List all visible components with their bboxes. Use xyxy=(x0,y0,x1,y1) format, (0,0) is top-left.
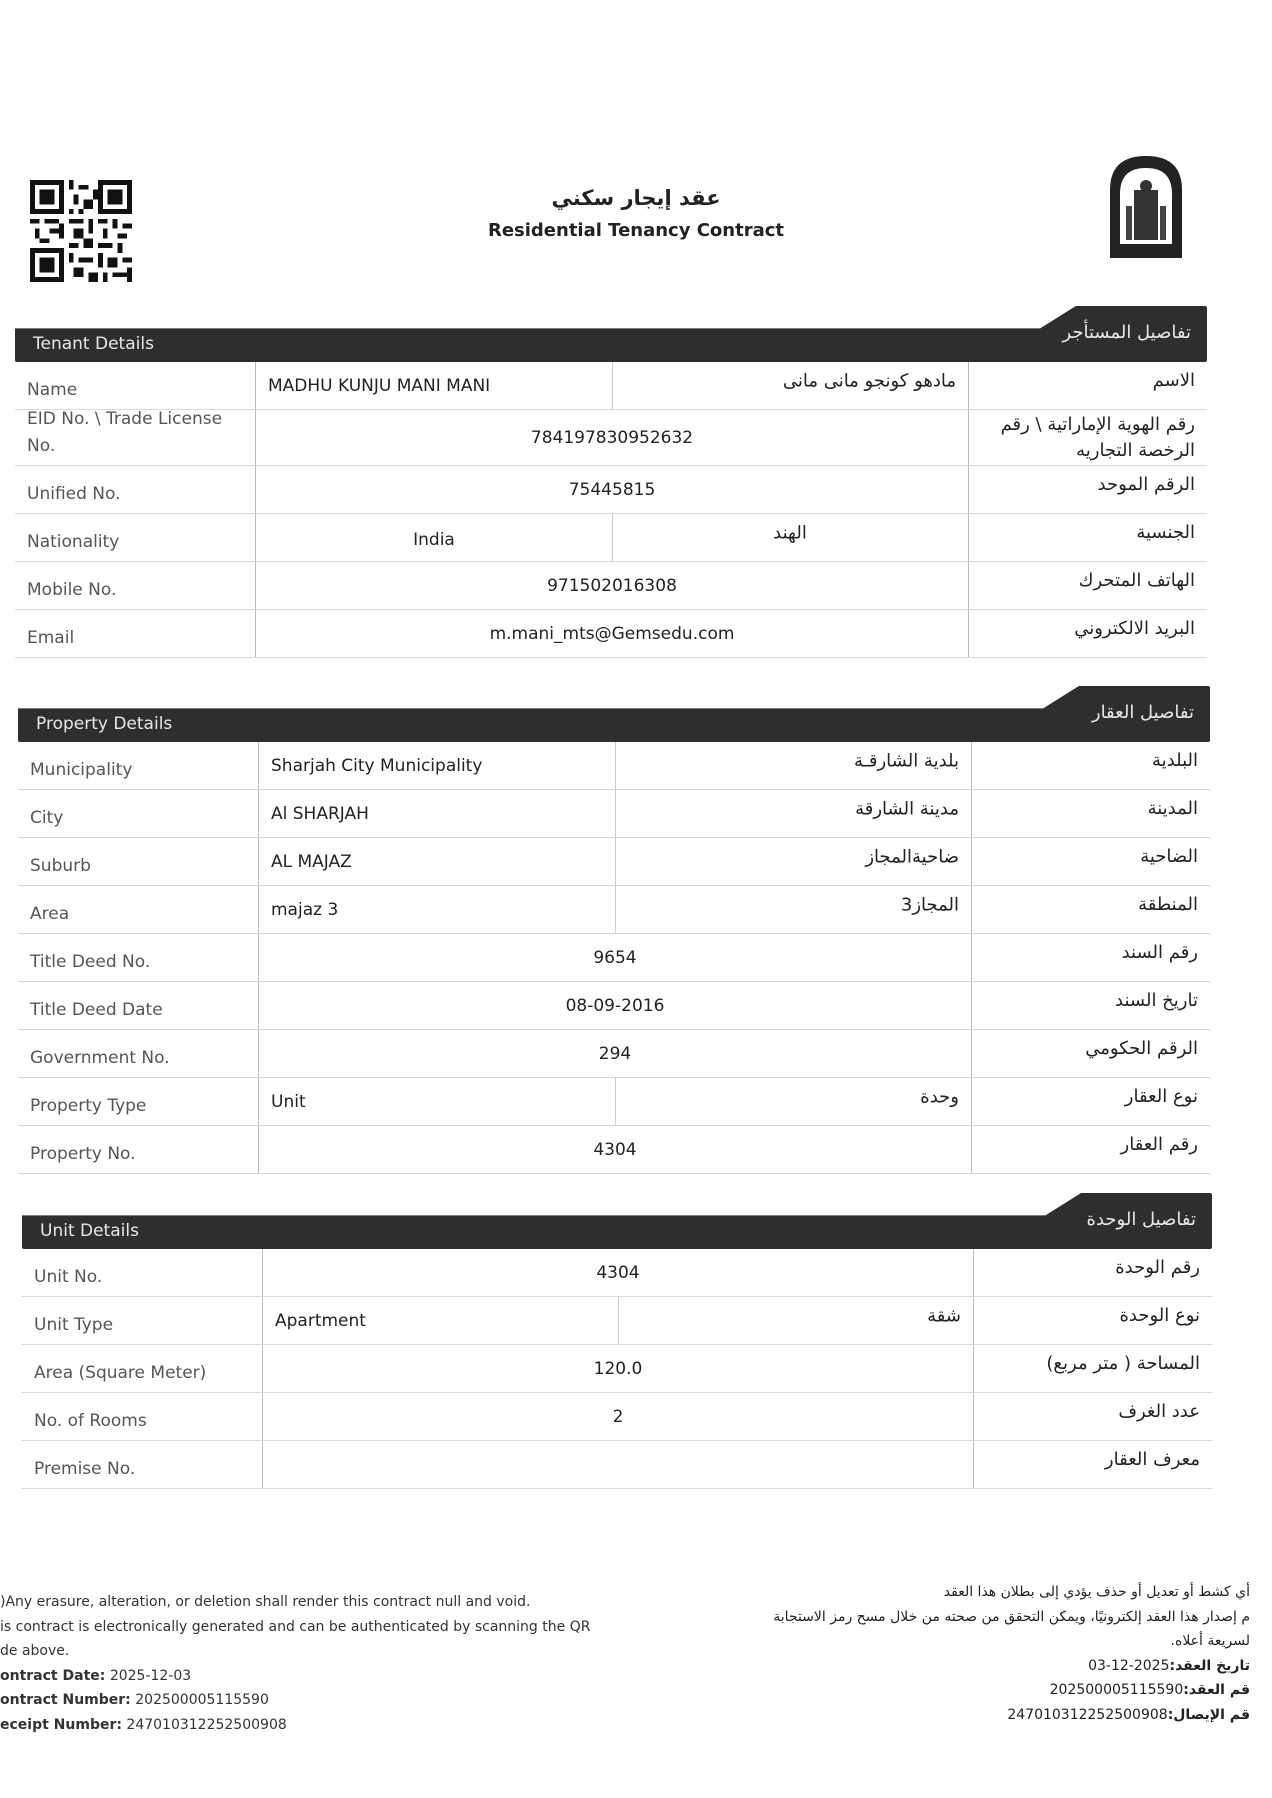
field-value: AL MAJAZ xyxy=(271,851,352,872)
field-label-arabic: المساحة ( متر مربع) xyxy=(1046,1353,1200,1374)
section-title-arabic: تفاصيل العقار xyxy=(1091,702,1194,723)
property-no-row xyxy=(18,1126,1210,1174)
property-title-deed-date-row xyxy=(18,982,1210,1030)
section-header xyxy=(15,306,1207,362)
field-value: Unit xyxy=(271,1091,306,1112)
property-area-row xyxy=(18,886,1210,934)
footer-note-arabic: لسريعة أعلاه. xyxy=(1170,1633,1250,1649)
receipt-number-value: 247010312252500908 xyxy=(126,1716,287,1733)
field-label: Municipality xyxy=(30,759,133,780)
field-value: MADHU KUNJU MANI MANI xyxy=(268,375,491,396)
field-value-arabic: الهند xyxy=(773,522,807,544)
field-value-arabic: ضاحيةالمجاز xyxy=(865,846,959,868)
field-label: Property Type xyxy=(30,1095,147,1116)
field-label-arabic: البلدية xyxy=(1152,750,1198,771)
contract-date-value: 2025-12-03 xyxy=(1088,1657,1170,1674)
unit-rooms-row xyxy=(22,1393,1212,1441)
field-value-arabic: المجاز3 xyxy=(900,894,959,916)
field-value: 9654 xyxy=(593,947,637,968)
tenant-name-row xyxy=(15,362,1207,410)
field-label-arabic: رقم السند xyxy=(1121,942,1198,963)
field-label-arabic: عدد الغرف xyxy=(1118,1401,1200,1422)
contract-number-label-arabic: قم العقد: xyxy=(1183,1682,1250,1698)
section-title-arabic: تفاصيل المستأجر xyxy=(1062,322,1191,343)
field-label-arabic: الرقم الموحد xyxy=(1097,474,1195,495)
field-label: Nationality xyxy=(27,531,120,552)
field-label: Premise No. xyxy=(34,1458,136,1479)
field-value: majaz 3 xyxy=(271,899,339,920)
unit-details-section xyxy=(22,1193,1212,1489)
footer-note-arabic: م إصدار هذا العقد إلكترونيًا، ويمكن التحقق من صحته من خلال مسح رمز الاستجابة xyxy=(773,1608,1250,1625)
field-label: City xyxy=(30,807,64,828)
field-value: 971502016308 xyxy=(547,575,677,596)
field-value-arabic: مدينة الشارقة xyxy=(855,798,959,820)
section-title: Unit Details xyxy=(40,1221,139,1241)
field-value: 2 xyxy=(612,1406,624,1427)
field-label-arabic: رقم الوحدة xyxy=(1115,1257,1200,1278)
footer-note: de above. xyxy=(0,1643,70,1659)
property-city-row xyxy=(18,790,1210,838)
contract-date-label: ontract Date: xyxy=(0,1667,106,1684)
field-label: Government No. xyxy=(30,1047,170,1068)
field-label: Area (Square Meter) xyxy=(34,1362,207,1383)
page-title-arabic: عقد إيجار سكني xyxy=(551,186,721,210)
field-label: Unified No. xyxy=(27,483,121,504)
field-label: Title Deed Date xyxy=(30,999,163,1020)
section-header xyxy=(22,1193,1212,1249)
field-label: Unit Type xyxy=(34,1314,114,1335)
field-value: Al SHARJAH xyxy=(271,803,369,824)
property-municipality-row xyxy=(18,742,1210,790)
property-suburb-row xyxy=(18,838,1210,886)
contract-number-label: ontract Number: xyxy=(0,1692,131,1708)
field-label-arabic: نوع العقار xyxy=(1124,1086,1198,1107)
tenant-eid-row xyxy=(15,410,1207,466)
field-label: Mobile No. xyxy=(27,579,117,600)
field-label: No. of Rooms xyxy=(34,1410,147,1431)
property-details-section xyxy=(18,686,1210,1174)
unit-premise-row xyxy=(22,1441,1212,1489)
field-label-arabic: تاريخ السند xyxy=(1115,990,1198,1011)
receipt-number-value: 247010312252500908 xyxy=(1007,1706,1168,1723)
field-label-arabic: المدينة xyxy=(1147,798,1198,819)
contract-date-value: 2025-12-03 xyxy=(109,1667,192,1684)
property-type-row xyxy=(18,1078,1210,1126)
field-label-arabic: الرقم الحكومي xyxy=(1085,1038,1198,1059)
field-label: Area xyxy=(30,903,70,924)
contract-date-label-arabic: تاريخ العقد: xyxy=(1169,1657,1250,1674)
field-label-arabic: الضاحية xyxy=(1140,846,1198,867)
tenant-nationality-row xyxy=(15,514,1207,562)
field-value: m.mani_mts@Gemsedu.com xyxy=(489,623,735,644)
field-value: Sharjah City Municipality xyxy=(271,755,483,776)
contract-number-value: 202500005115590 xyxy=(1049,1682,1184,1698)
unit-type-row xyxy=(22,1297,1212,1345)
section-title: Property Details xyxy=(36,714,173,734)
field-label-arabic: رقم العقار xyxy=(1120,1134,1198,1155)
section-title-arabic: تفاصيل الوحدة xyxy=(1086,1209,1196,1230)
tenant-email-row xyxy=(15,610,1207,658)
contract-number-value: 202500005115590 xyxy=(135,1692,269,1708)
unit-no-row xyxy=(22,1249,1212,1297)
field-value: 120.0 xyxy=(593,1358,643,1379)
field-value: Apartment xyxy=(275,1310,366,1331)
receipt-number-label: eceipt Number: xyxy=(0,1716,122,1733)
field-label: Title Deed No. xyxy=(30,951,151,972)
field-label-arabic: الاسم xyxy=(1152,370,1195,391)
field-label-arabic: نوع الوحدة xyxy=(1119,1305,1200,1326)
field-label-arabic: المنطقة xyxy=(1138,894,1198,915)
field-label-arabic: معرف العقار xyxy=(1104,1449,1200,1470)
field-value: 294 xyxy=(598,1043,632,1064)
footer-note-arabic: أي كشط أو تعديل أو حذف يؤدي إلى بطلان هذا العقد xyxy=(943,1584,1250,1600)
field-value-arabic: شقة xyxy=(927,1305,961,1327)
field-label: Email xyxy=(27,627,75,648)
field-label: EID No. \ Trade License No. xyxy=(27,408,223,456)
receipt-number-label-arabic: قم الإيصال: xyxy=(1167,1706,1250,1723)
footer-note: )Any erasure, alteration, or deletion shall render this contract null and void. xyxy=(0,1594,531,1610)
field-label: Suburb xyxy=(30,855,91,876)
tenant-details-section xyxy=(15,306,1207,658)
field-value-arabic: مادهو كونجو مانى مانى xyxy=(782,370,956,392)
section-header xyxy=(18,686,1210,742)
field-label-arabic: الهاتف المتحرك xyxy=(1078,570,1195,591)
property-title-deed-no-row xyxy=(18,934,1210,982)
field-value: 4304 xyxy=(596,1262,640,1283)
field-label-arabic: الجنسية xyxy=(1136,522,1195,543)
field-value-arabic: بلدية الشارقـة xyxy=(853,750,959,772)
field-value: India xyxy=(413,529,455,550)
tenant-unified-row xyxy=(15,466,1207,514)
field-label: Unit No. xyxy=(34,1266,103,1287)
field-label: Property No. xyxy=(30,1143,136,1164)
page-title: Residential Tenancy Contract xyxy=(487,220,785,241)
field-value: 784197830952632 xyxy=(530,427,694,448)
field-label-arabic: البريد الالكتروني xyxy=(1074,618,1195,639)
unit-area-row xyxy=(22,1345,1212,1393)
field-value: 75445815 xyxy=(568,479,656,500)
property-government-no-row xyxy=(18,1030,1210,1078)
footer-notes xyxy=(0,1590,640,1737)
footer-notes-arabic xyxy=(610,1580,1250,1727)
tenant-mobile-row xyxy=(15,562,1207,610)
section-title: Tenant Details xyxy=(33,334,154,354)
field-value: 08-09-2016 xyxy=(565,995,665,1016)
field-label-arabic: رقم الهوية الإماراتية \ رقم الرخصة التجاريه xyxy=(1000,414,1195,462)
sharjah-municipality-logo xyxy=(1104,150,1188,260)
field-label: Name xyxy=(27,379,78,400)
field-value: 4304 xyxy=(593,1139,637,1160)
field-value-arabic: وحدة xyxy=(920,1086,959,1108)
footer-note: is contract is electronically generated and can be authenticated by scanning the QR xyxy=(0,1618,591,1635)
